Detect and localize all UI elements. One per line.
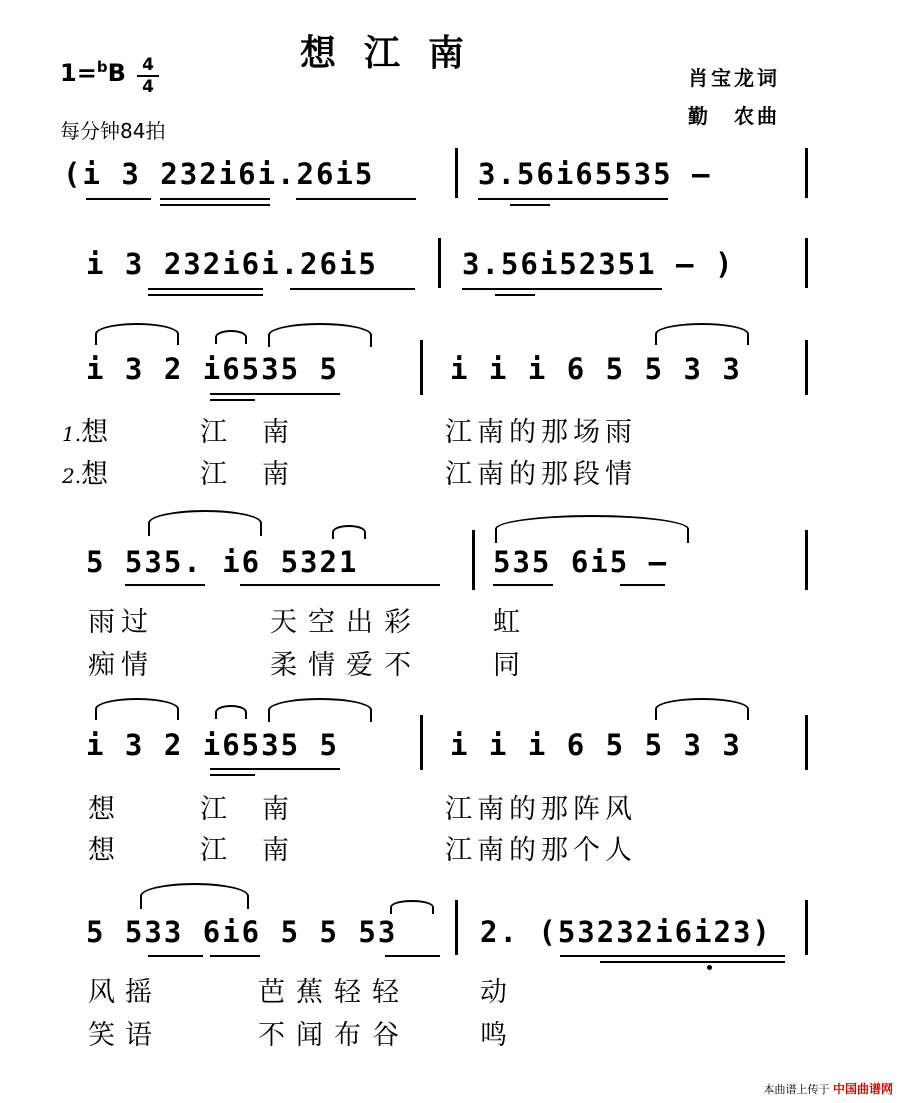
underline xyxy=(620,584,665,586)
tempo-marking: 每分钟84拍 xyxy=(60,119,166,143)
underline xyxy=(385,955,440,957)
barline-end xyxy=(805,340,808,395)
barline xyxy=(455,900,458,955)
song-title: 想江南 xyxy=(300,32,493,74)
lyric-word: 南 xyxy=(262,459,289,490)
lyric-word: 风摇 xyxy=(88,977,162,1008)
lyric-word: 江南的那场雨 xyxy=(445,417,637,448)
underline xyxy=(560,955,785,957)
barline xyxy=(420,715,423,770)
lyric-word: 天空出彩 xyxy=(270,607,422,638)
time-bottom: 4 xyxy=(142,77,154,97)
barline-end xyxy=(805,238,808,288)
barline xyxy=(455,148,458,198)
slur xyxy=(95,323,179,345)
lyric-word: 江南的那段情 xyxy=(445,459,637,490)
lyric-word: 南 xyxy=(262,835,289,866)
lyric-word: 鸣 xyxy=(480,1020,507,1051)
row4-measure1: 5 535. i6 5321 xyxy=(86,545,359,579)
underline xyxy=(510,204,550,206)
row3-measure2: i i i 6 5 5 3 3 xyxy=(450,352,742,386)
slur xyxy=(268,698,372,722)
lyric-word: 雨过 xyxy=(88,607,154,638)
underline xyxy=(210,774,255,776)
lyric-word: 江 xyxy=(200,835,227,866)
lyric-word: 想 xyxy=(88,835,115,866)
lyric-word: 想 xyxy=(88,794,115,825)
slur xyxy=(495,515,689,543)
barline-end xyxy=(805,530,808,590)
lyricist-credit: 肖宝龙词 xyxy=(688,66,780,90)
flat-sign: b xyxy=(96,58,108,76)
lyric-word: 动 xyxy=(480,977,507,1008)
low-octave-dot xyxy=(707,965,712,970)
slur xyxy=(390,900,434,914)
composer-credit: 勤 农曲 xyxy=(688,104,780,128)
barline xyxy=(472,530,475,590)
barline-end xyxy=(805,148,808,198)
lyric-word: 笑语 xyxy=(88,1020,162,1051)
key-prefix: 1= xyxy=(60,59,97,87)
underline xyxy=(290,288,415,290)
lyric-word: 江南的那阵风 xyxy=(445,794,637,825)
row1-measure2: 3.56i65535 — xyxy=(478,157,712,191)
row1-measure1: (i 3 232i6i.26i5 xyxy=(63,157,375,191)
underline xyxy=(160,204,270,206)
barline xyxy=(420,340,423,395)
underline xyxy=(210,399,255,401)
row5-measure2: i i i 6 5 5 3 3 xyxy=(450,728,742,762)
barline-end xyxy=(805,715,808,770)
underline xyxy=(148,294,263,296)
slur xyxy=(215,705,247,719)
lyric-word: 不闻布谷 xyxy=(258,1020,410,1051)
row3-measure1: i 3 2 i6535 5 xyxy=(86,352,339,386)
underline xyxy=(125,584,205,586)
slur xyxy=(140,883,249,909)
lyric-word: 南 xyxy=(262,417,289,448)
row2-measure1: i 3 232i6i.26i5 xyxy=(86,247,378,281)
key-note: B xyxy=(107,59,126,87)
underline xyxy=(478,198,668,200)
lyric-line: 1.想 xyxy=(62,417,109,448)
underline xyxy=(210,768,340,770)
lyric-word: 芭蕉轻轻 xyxy=(258,977,410,1008)
barline-end xyxy=(805,900,808,955)
underline xyxy=(296,198,416,200)
underline xyxy=(240,584,440,586)
slur xyxy=(215,330,247,344)
key-signature xyxy=(60,58,126,87)
row5-measure1: i 3 2 i6535 5 xyxy=(86,728,339,762)
underline xyxy=(495,294,535,296)
row6-measure1: 5 533 6i6 5 5 53 xyxy=(86,915,398,949)
time-top: 4 xyxy=(142,55,154,75)
lyric-word: 痴情 xyxy=(88,650,154,681)
slur xyxy=(148,510,262,536)
underline xyxy=(148,955,203,957)
slur xyxy=(655,323,749,345)
underline xyxy=(210,393,340,395)
time-signature xyxy=(137,56,159,96)
row6-measure2: 2. (53232i6i23) xyxy=(480,915,772,949)
slur xyxy=(95,698,179,720)
footer-credit xyxy=(763,1080,893,1097)
lyric-word: 柔情爱不 xyxy=(270,650,422,681)
lyric-word: 江 xyxy=(200,794,227,825)
site-logo[interactable]: 中国曲谱网 xyxy=(832,1082,893,1096)
underline xyxy=(210,955,260,957)
lyric-word: 虹 xyxy=(493,607,520,638)
slur xyxy=(268,323,372,347)
slur xyxy=(332,525,366,539)
slur xyxy=(655,698,749,720)
underline xyxy=(86,198,151,200)
lyric-word: 江 xyxy=(200,417,227,448)
row4-measure2: 535 6i5 — xyxy=(493,545,669,579)
footer-text: 本曲谱上传于 xyxy=(763,1083,830,1096)
lyric-word: 南 xyxy=(262,794,289,825)
lyric-word: 江南的那个人 xyxy=(445,835,637,866)
lyric-line: 2.想 xyxy=(62,459,109,490)
underline xyxy=(462,288,662,290)
barline xyxy=(438,238,441,288)
lyric-word: 同 xyxy=(493,650,520,681)
underline xyxy=(148,288,263,290)
underline xyxy=(160,198,270,200)
underline xyxy=(493,584,553,586)
row2-measure2: 3.56i52351 — ) xyxy=(462,247,735,281)
underline xyxy=(600,961,785,963)
lyric-word: 江 xyxy=(200,459,227,490)
